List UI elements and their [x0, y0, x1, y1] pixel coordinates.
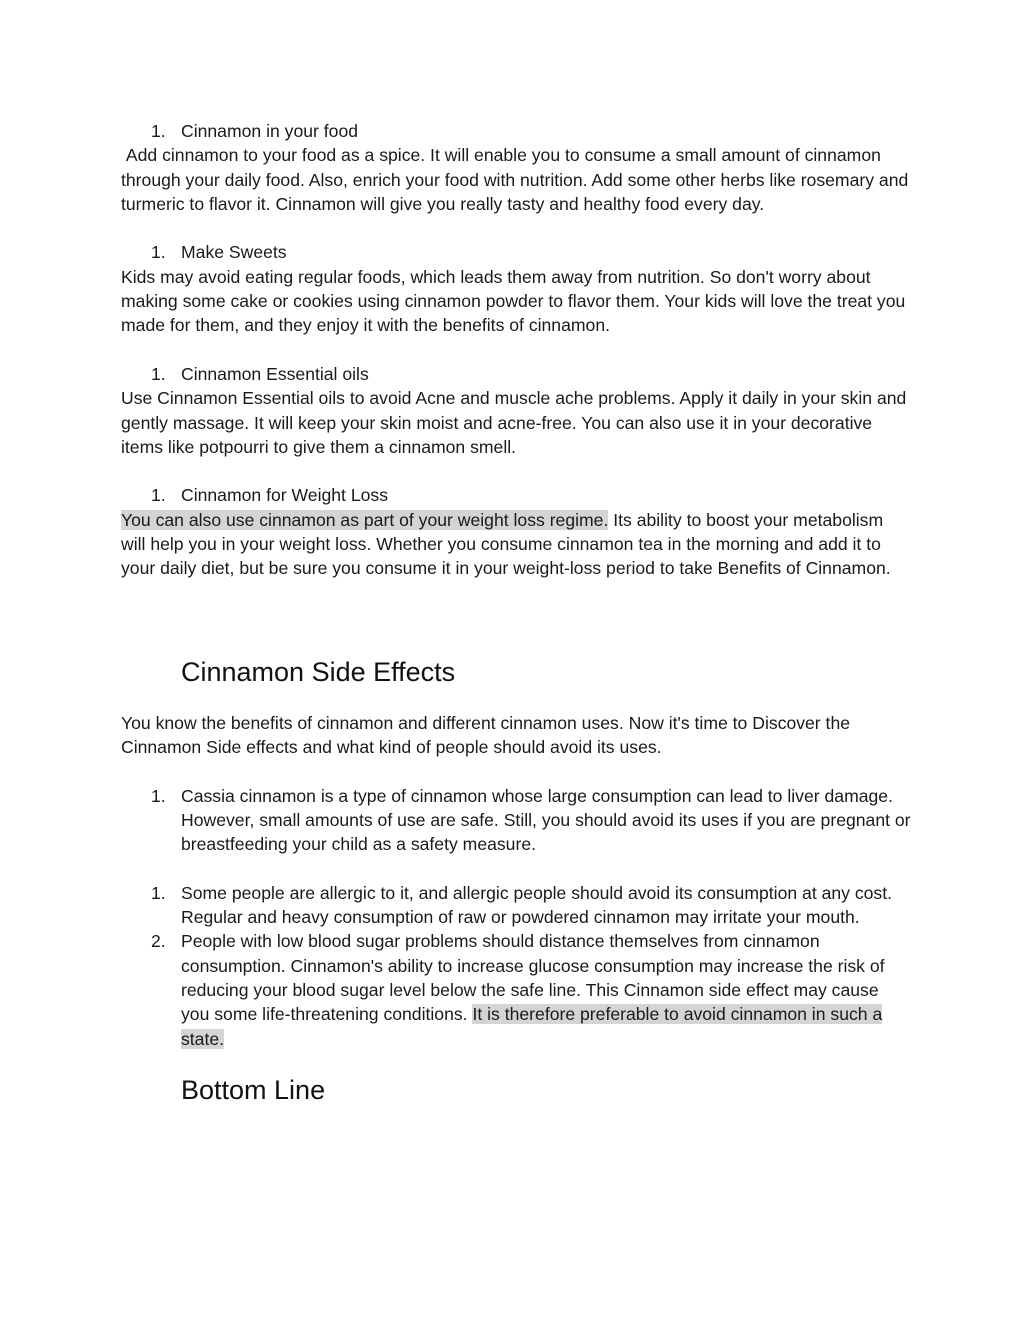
list-item-food-title: [121, 119, 911, 143]
list-number: 1.: [151, 882, 166, 903]
list-item-sweets-title: [121, 240, 911, 264]
item-title: Cinnamon for Weight Loss: [181, 485, 388, 506]
list-item-text: Some people are allergic to it, and allergic people should avoid its consumption at any cost. Regular and heavy consumption of raw or powdered cinnamon may irritate your mouth.: [181, 882, 893, 928]
paragraph-sweets: Kids may avoid eating regular foods, which leads them away from nutrition. So don't worry about making some cake or cookies using cinnamon powder to flavor them. Your kids will love the treat you made for them, and they enjoy it with the benefits of cinnamon.: [121, 266, 906, 336]
highlighted-text: It is therefore preferable to avoid cinnamon in such a state.: [181, 1004, 883, 1049]
list-item-text: Cassia cinnamon is a type of cinnamon whose large consumption can lead to liver damage. However, small amounts of use are safe. Still, you should avoid its uses if you are pregnant or breastfeeding your child as a safety measure.: [181, 785, 911, 855]
document-page: [121, 119, 914, 1107]
paragraph-food: Add cinnamon to your food as a spice. It will enable you to consume a small amount of cinnamon through your daily food. Also, enrich your food with nutrition. Add some other herbs like rosemary and turmeric to flavor it. Cinnamon will give you really tasty and healthy food every day.: [121, 145, 914, 214]
paragraph-side-effects-intro: You know the benefits of cinnamon and different cinnamon uses. Now it's time to Discover the Cinnamon Side effects and what kind of people should avoid its uses.: [121, 712, 851, 757]
list-item: [121, 881, 911, 930]
paragraph-text: Its ability to boost your metabolism will help you in your weight loss. Whether you consume cinnamon tea in the morning and add it to your daily diet, but be sure you consume it in your weight-loss period to take Benefits of Cinnamon.: [121, 509, 891, 579]
highlighted-text: You can also use cinnamon as part of your weight loss regime.: [121, 509, 609, 530]
list-number: 2.: [151, 931, 166, 952]
item-title: Cinnamon Essential oils: [181, 363, 369, 384]
list-number: 1.: [151, 242, 166, 263]
list-number: 1.: [151, 363, 166, 384]
list-item-oils-title: [121, 362, 911, 386]
list-item-weight-title: [121, 483, 911, 507]
list-item: [121, 784, 911, 857]
heading-bottom-line: Bottom Line: [181, 1074, 326, 1105]
paragraph-oils: Use Cinnamon Essential oils to avoid Acne and muscle ache problems. Apply it daily in your skin and gently massage. It will keep your skin moist and acne-free. You can also use it in your decorative items like potpourri to give them a cinnamon smell.: [121, 388, 907, 457]
item-title: Make Sweets: [181, 242, 287, 263]
item-title: Cinnamon in your food: [181, 121, 359, 141]
paragraph-weight: [121, 508, 911, 581]
list-number: 1.: [151, 121, 166, 141]
list-number: 1.: [151, 485, 166, 506]
list-number: 1.: [151, 785, 166, 806]
list-item: [121, 929, 911, 1050]
heading-side-effects: Cinnamon Side Effects: [181, 656, 456, 687]
list-item-text: People with low blood sugar problems should distance themselves from cinnamon consumption. Cinnamon's ability to increase glucose consumption may increase the risk of reducing your blood sugar level below the safe line. This Cinnamon side effect may cause you some life-threatening conditions.: [181, 931, 885, 1025]
